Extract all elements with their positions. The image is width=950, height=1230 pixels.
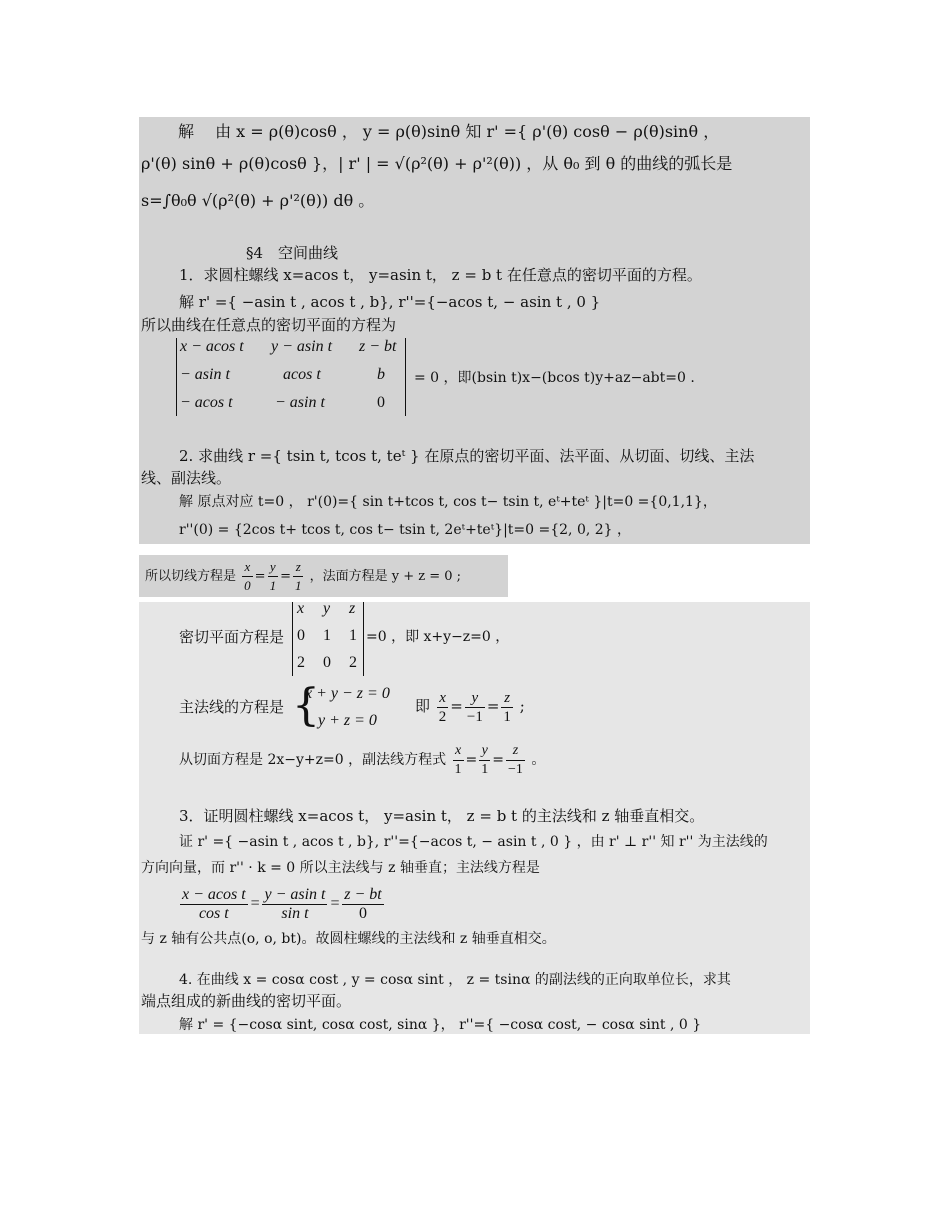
principal-normal-label: 主法线的方程是	[179, 698, 285, 716]
problem-2-solution-1: 解 原点对应 t=0 ， r'(0)={ sin t+tcos t, cos t− tsin t, eᵗ+teᵗ }|t=0 ={0,1,1}，	[179, 494, 717, 510]
system-eq-2: y + z = 0	[318, 712, 377, 729]
system-eq-1: x + y − z = 0	[305, 685, 390, 702]
rectifying-binormal: 从切面方程是 2x−y+z=0 ，副法线方程式 $\frac{x}{1}$ = $\frac{y}{1}$ = $\frac{z}{-1}$ 。	[179, 742, 546, 777]
problem-2-question-2: 线、副法线。	[141, 469, 232, 487]
problem-4-question-1: 4. 在曲线 x = cosα cost , y = cosα sint ， z = tsinα 的副法线的正向取单位长，求其	[179, 972, 731, 988]
problem-1-solution: 解 r' ={ −asin t , acos t , b}, r''={−acos t, − asin t , 0 }	[179, 293, 601, 311]
problem-3-question: 3．证明圆柱螺线 x=acos t， y=asin t， z = b t 的主法线和 z 轴垂直相交。	[179, 807, 705, 825]
intro-line-1: 解 由 x = ρ(θ)cosθ ， y = ρ(θ)sinθ 知 r' ={ ρ'(θ) cosθ − ρ(θ)sinθ ，	[178, 122, 720, 141]
determinant-osculating-plane: x − acos t y − asin t z − bt − asin t acos t b − acos t − asin t 0	[176, 338, 406, 416]
section-title: §4 空间曲线	[246, 244, 339, 262]
intro-line-3: s=∫θ₀θ √(ρ²(θ) + ρ'²(θ)) dθ 。	[141, 191, 375, 210]
osculating-plane-result: =0 ，即 x+y−z=0 ，	[366, 629, 510, 645]
problem-4-question-2: 端点组成的新曲线的密切平面。	[141, 992, 352, 1010]
problem-2-question-1: 2. 求曲线 r ={ tsin t, tcos t, teᵗ } 在原点的密切平面、法平面、从切面、切线、主法	[179, 447, 755, 465]
system-brace: {	[292, 680, 320, 731]
osculating-plane-label: 密切平面方程是	[179, 628, 285, 646]
tangent-equation: 所以切线方程是 $\frac{x}{0}$ = $\frac{y}{1}$ = $\frac{z}{1}$ ，法面方程是 y + z = 0 ;	[145, 559, 462, 593]
problem-3-solution-2: 方向向量，而 r'' · k = 0 所以主法线与 z 轴垂直；主法线方程是	[141, 860, 540, 876]
problem-1-result: = 0 ，即(bsin t)x−(bcos t)y+az−abt=0 .	[414, 370, 695, 386]
intro-line-2: ρ'(θ) sinθ + ρ(θ)cosθ }，| r' | = √(ρ²(θ) + ρ'²(θ)) ，从 θ₀ 到 θ 的曲线的弧长是	[141, 154, 733, 173]
problem-3-normal-equation: $\frac{\text{x − acos t}}{\text{cos t}}$ = $\frac{\text{y − asin t}}{\text{sin t}}$ = $\frac{z - bt}{0}$	[182, 885, 382, 922]
problem-1-text: 所以曲线在任意点的密切平面的方程为	[141, 316, 397, 334]
problem-3-solution-1: 证 r' ={ −asin t , acos t , b}, r''={−acos t, − asin t , 0 } ，由 r' ⊥ r'' 知 r'' 为主法线的	[179, 834, 768, 850]
problem-3-conclusion: 与 z 轴有公共点(o, o, bt)。故圆柱螺线的主法线和 z 轴垂直相交。	[141, 931, 556, 947]
determinant-osculating-plane-2: x y z 0 1 1 2 0 2	[292, 602, 364, 676]
principal-normal-fraction: 即 $\frac{x}{2}$ = $\frac{y}{-1}$ = $\frac{z}{1}$ ;	[415, 689, 525, 725]
problem-2-solution-2: r''(0) = {2cos t+ tcos t, cos t− tsin t, 2eᵗ+teᵗ}|t=0 ={2, 0, 2} ，	[179, 522, 632, 538]
problem-1-question: 1．求圆柱螺线 x=acos t， y=asin t， z = b t 在任意点的密切平面的方程。	[179, 266, 702, 284]
problem-4-solution: 解 r' = {−cosα sint, cosα cost, sinα }， r''={ −cosα cost, − cosα sint , 0 }	[179, 1017, 702, 1033]
